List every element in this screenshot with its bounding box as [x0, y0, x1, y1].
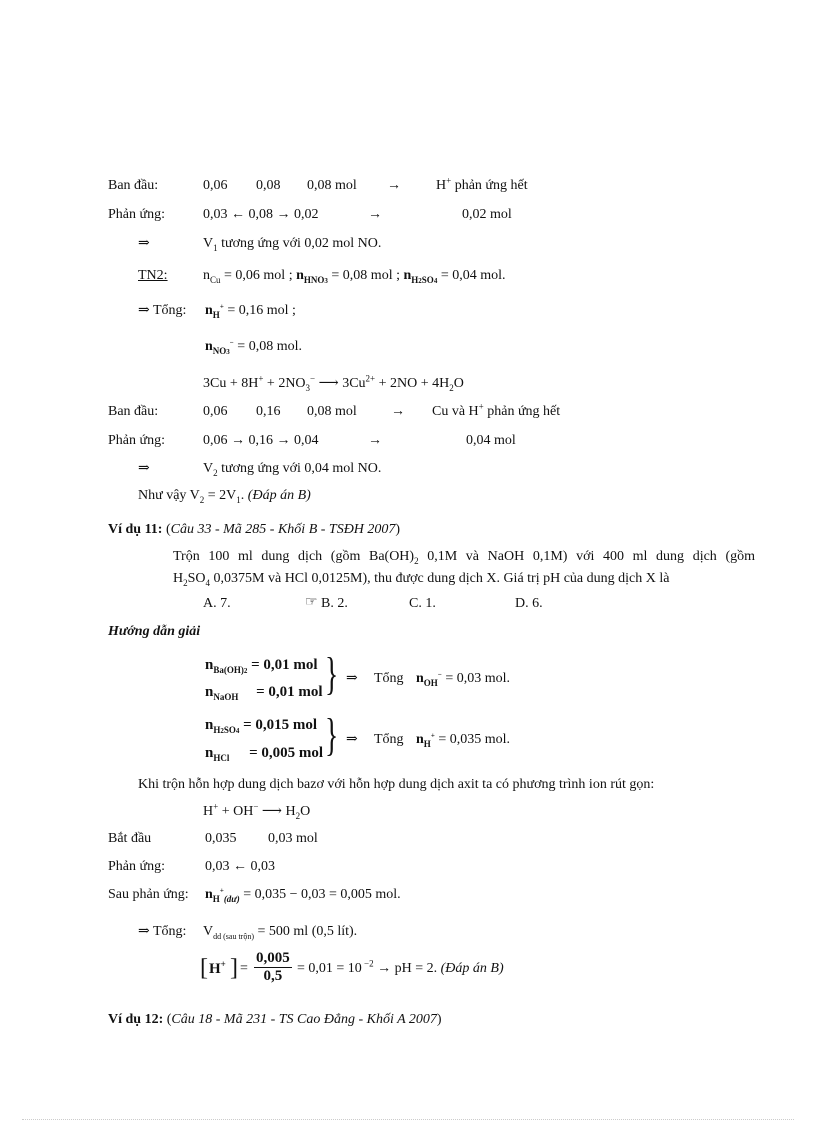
option-a: A. 7. — [203, 596, 231, 611]
formula: $n_{H2SO4} = 0,015$ mol — [205, 717, 318, 735]
row-initial-label: Ban đầu: — [108, 404, 159, 419]
explanation: Khi trộn hỗn hợp dung dịch bazơ với hỗn hợp dung dịch axit ta có phương trình ion rút gọn: — [138, 777, 655, 792]
formula: $n_{OH}^- = 0,03$ mol. — [416, 670, 510, 688]
solution-heading: Hướng dẫn giải — [108, 624, 201, 639]
volume: $V_{dd (sau trộn)} = 500$ ml (0,5 lít). — [203, 924, 358, 941]
sum-label: Tổng — [374, 671, 404, 686]
equals: = — [240, 961, 248, 976]
note: H+ phản ứng hết — [436, 175, 528, 193]
formula: $n_{Cu} = 0,06$ mol ; $n_{HNO3} = 0,08$ mol ; $n_{H2SO4} = 0,04$ mol. — [203, 268, 506, 285]
sum-label: Tổng — [374, 732, 404, 747]
row-reaction-label: Phản ứng: — [108, 207, 165, 222]
option-b: B. 2. — [321, 596, 348, 611]
row-start-label: Bắt đầu — [108, 831, 152, 846]
value: 0,06 — [203, 404, 228, 419]
value: 0,06 → 0,16 → 0,04 — [203, 433, 319, 448]
right-brace-icon: } — [325, 709, 339, 760]
row-reaction-label: Phản ứng: — [108, 433, 165, 448]
tn2-label: TN2: — [138, 268, 168, 283]
formula: $n_{NO3}^- = 0,08$ mol. — [205, 338, 302, 356]
value: 0,02 mol — [462, 207, 512, 222]
implies-icon: ⇒ — [138, 236, 150, 251]
formula: $n_{HCl} = 0,005$ mol — [205, 745, 324, 763]
value: 0,08 — [256, 178, 281, 193]
value: 0,08 mol — [307, 178, 357, 193]
numerator: 0,005 — [256, 950, 290, 966]
row-reaction-label: Phản ứng: — [108, 859, 165, 874]
note: Cu và H+ phản ứng hết — [432, 401, 561, 419]
sum-label: ⇒ Tổng: — [138, 924, 187, 939]
option-c: C. 1. — [409, 596, 436, 611]
arrow-icon: → — [391, 404, 405, 419]
value: 0,16 — [256, 404, 281, 419]
implies-icon: ⇒ — [346, 732, 358, 747]
equation: H+ + OH− ⟶ $H_2O$ — [203, 801, 311, 821]
arrow-icon: → — [368, 433, 382, 448]
value: 0,03 ← 0,03 — [205, 859, 275, 874]
text: $V_2$ tương ứng với 0,04 mol NO. — [203, 461, 382, 478]
fraction — [254, 950, 292, 985]
conclusion: Như vậy $V_2 = 2V_1$. (Đáp án B) — [138, 488, 311, 505]
example-heading: Ví dụ 11: (Câu 33 - Mã 285 - Khối B - TSĐH 2007) — [108, 522, 401, 537]
formula: $n_H^+ = 0,16$ mol ; — [205, 302, 296, 320]
value: 0,03 mol — [268, 831, 318, 846]
value: 0,06 — [203, 178, 228, 193]
implies-icon: ⇒ — [138, 461, 150, 476]
arrow-icon: → — [387, 178, 401, 193]
text: $V_1$ tương ứng với 0,02 mol NO. — [203, 236, 382, 253]
page-bottom-divider — [22, 1119, 794, 1120]
result: = 0,01 = 10 $^{-2}$ → pH = 2. (Đáp án B) — [297, 958, 504, 976]
value: 0,04 mol — [466, 433, 516, 448]
formula: $n_H^+ = 0,035$ mol. — [416, 731, 510, 749]
formula: $n_H^+_{(dư)} = 0,035 - 0,03 = 0,005$ mol. — [205, 886, 401, 904]
problem-line: Trộn 100 ml dung dịch (gồm $Ba(OH)_2$ 0,1M và NaOH 0,1M) với 400 ml dung dịch (gồm — [173, 549, 755, 566]
pointing-hand-icon: ☞ — [305, 595, 318, 610]
value: 0,03 ← 0,08 → 0,02 — [203, 207, 319, 222]
formula: $n_{Ba(OH)2} = 0,01$ mol — [205, 657, 318, 675]
formula: H+ — [209, 959, 226, 977]
option-d: D. 6. — [515, 596, 543, 611]
implies-icon: ⇒ — [346, 671, 358, 686]
example-heading: Ví dụ 12: (Câu 18 - Mã 231 - TS Cao Đẳng - Khối A 2007) — [108, 1012, 442, 1027]
right-bracket: ] — [230, 955, 238, 981]
equation: $3Cu + 8H^+ + 2NO_3^-$ ⟶ $3Cu^{2+} + 2NO + 4H_2O$ — [203, 373, 464, 393]
value: 0,035 — [205, 831, 237, 846]
arrow-icon: → — [368, 207, 382, 222]
left-bracket: [ — [200, 955, 208, 981]
row-after-label: Sau phản ứng: — [108, 887, 189, 902]
row-initial-label: Ban đầu: — [108, 178, 159, 193]
right-brace-icon: } — [325, 648, 339, 699]
sum-label: ⇒ Tổng: — [138, 303, 187, 318]
denominator: 0,5 — [263, 968, 283, 984]
value: 0,08 mol — [307, 404, 357, 419]
problem-line: $H_2SO_4$ 0,0375M và HCl 0,0125M), thu được dung dịch X. Giá trị pH của dung dịch X là — [173, 571, 670, 588]
formula: $n_{NaOH} = 0,01$ mol — [205, 684, 323, 702]
